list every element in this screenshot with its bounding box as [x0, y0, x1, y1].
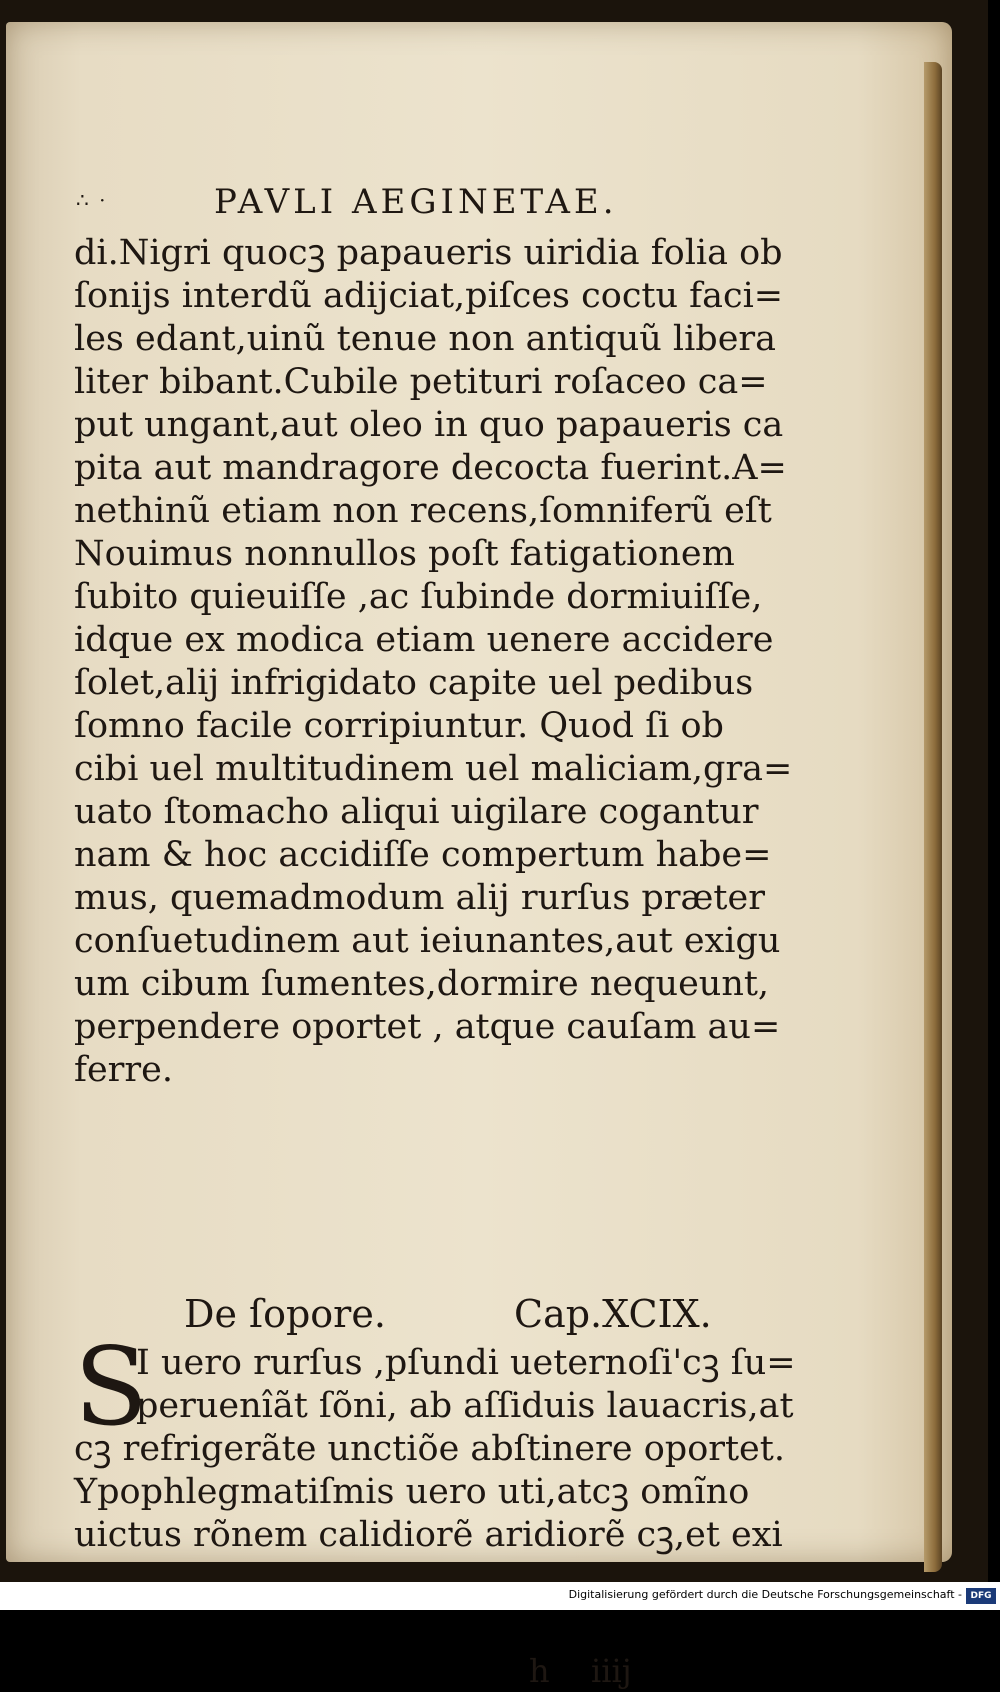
text-line: cꝫ refrigerãte unctiõe abſtinere oportet. — [74, 1429, 785, 1469]
page-fore-edge — [924, 62, 942, 1572]
signature-mark — [529, 1652, 729, 1692]
text-line: mus, quemadmodum alij rurſus præter — [74, 878, 765, 918]
running-head-title: PAVLI AEGINETAE. — [214, 182, 618, 222]
text-line: ſonijs interdũ adijciat,piſces coctu faci= — [74, 276, 784, 316]
text-line: pita aut mandragore decocta fuerint.A= — [74, 448, 787, 488]
chapter-paragraph — [74, 1325, 796, 1557]
drop-cap: S — [74, 1325, 148, 1450]
signature-letter: h — [529, 1652, 550, 1690]
signature-number: iiij — [591, 1652, 632, 1690]
footer-credit: Digitalisierung gefördert durch die Deutsche Forschungsgemeinschaft - — [568, 1588, 962, 1601]
dfg-logo: DFG — [966, 1588, 996, 1604]
text-line: Ypophlegmatiſmis uero uti,atcꝫ omĩno — [74, 1472, 750, 1512]
text-line: ferre. — [74, 1050, 173, 1090]
text-line: peruenîãt ſõni, ab aſſiduis lauacris,at — [136, 1386, 794, 1426]
text-line: cibi uel multitudinem uel maliciam,gra= — [74, 749, 793, 789]
text-line: di.Nigri quocꝫ papaueris uiridia folia ob — [74, 233, 783, 273]
text-line: um cibum ſumentes,dormire nequeunt, — [74, 964, 770, 1004]
text-line: Nouimus nonnullos poſt fatigationem — [74, 534, 735, 574]
footer-bar — [0, 1582, 1000, 1610]
chapter-title: De ſopore. — [184, 1292, 386, 1336]
text-line: uictus rõnem calidiorẽ aridiorẽ cꝫ,et exi — [74, 1515, 783, 1555]
text-line: ſubito quieuiſſe ,ac ſubinde dormiuiſſe, — [74, 577, 763, 617]
chapter-number: Cap.XCIX. — [514, 1292, 712, 1336]
running-head-ornament: ∴ · — [76, 188, 108, 212]
text-line: perpendere oportet , atque cauſam au= — [74, 1007, 781, 1047]
text-line: ſomno facile corripiuntur. Quod ſi ob — [74, 706, 724, 746]
text-line: nam & hoc accidiſſe compertum habe= — [74, 835, 772, 875]
chapter-heading — [74, 1292, 774, 1340]
text-line: liter bibant.Cubile petituri roſaceo ca= — [74, 362, 768, 402]
text-line: ſolet,alij infrigidato capite uel pedibus — [74, 663, 754, 703]
text-line: les edant,uinũ tenue non antiquũ libera — [74, 319, 777, 359]
text-line: conſuetudinem aut ieiunantes,aut exigu — [74, 921, 781, 961]
text-line: I uero rurſus ,pſundi ueternoſi'cꝫ ſu= — [136, 1343, 796, 1383]
text-line: nethinũ etiam non recens,ſomniferũ eſt — [74, 491, 772, 531]
running-head — [76, 182, 696, 232]
text-line: idque ex modica etiam uenere accidere — [74, 620, 774, 660]
text-line: put ungant,aut oleo in quo papaueris ca — [74, 405, 784, 445]
text-line: uato ſtomacho aliqui uigilare cogantur — [74, 792, 759, 832]
